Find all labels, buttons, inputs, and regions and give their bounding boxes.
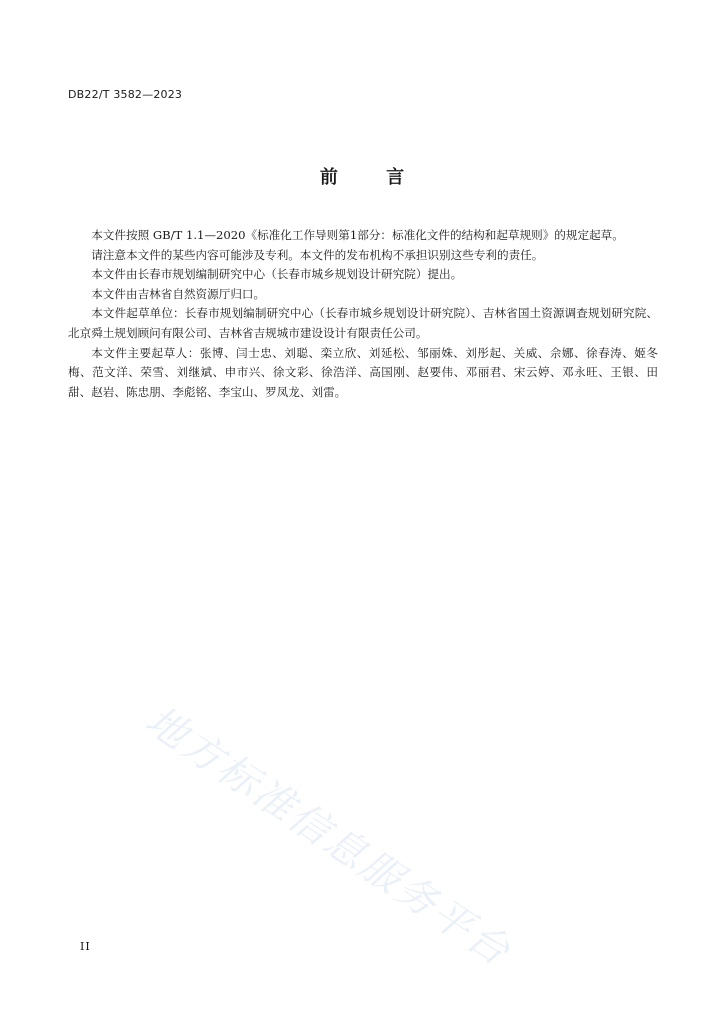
- foreword-body: [68, 226, 658, 402]
- paragraph-patent-notice: 请注意本文件的某些内容可能涉及专利。本文件的发布机构不承担识别这些专利的责任。: [91, 247, 544, 262]
- paragraph-drafting-rules: 本文件按照 GB/T 1.1—2020《标准化工作导则第1部分：标准化文件的结构和起草规则》的规定起草。: [91, 228, 624, 242]
- watermark: 地方标准信息服务平台: [137, 697, 520, 977]
- page-number: II: [80, 940, 91, 953]
- paragraph-proposer: 本文件由长春市规划编制研究中心（长春市城乡规划设计研究院）提出。: [91, 267, 463, 282]
- document-code: DB22/T 3582—2023: [68, 88, 183, 101]
- paragraph-drafters: 本文件主要起草人：张博、闫士忠、刘聪、栾立欣、刘延松、邹丽姝、刘彤起、关威、佘娜、徐春涛、姬冬梅、范文洋、荣雪、刘继斌、申市兴、徐文彩、徐浩洋、高国刚、赵要伟、邓丽君、宋云婷、邓永旺、王银、田甜、赵岩、陈忠朋、李彪铭、李宝山、罗凤龙、刘雷。: [68, 345, 658, 399]
- paragraph-centralized-unit: 本文件由吉林省自然资源厅归口。: [91, 286, 266, 301]
- paragraph-drafting-units: 本文件起草单位：长春市规划编制研究中心（长春市城乡规划设计研究院）、吉林省国土资源调查规划研究院、北京舜土规划顾问有限公司、吉林省吉规城市建设设计有限责任公司。: [68, 306, 658, 340]
- page-title: 前 言: [319, 167, 405, 188]
